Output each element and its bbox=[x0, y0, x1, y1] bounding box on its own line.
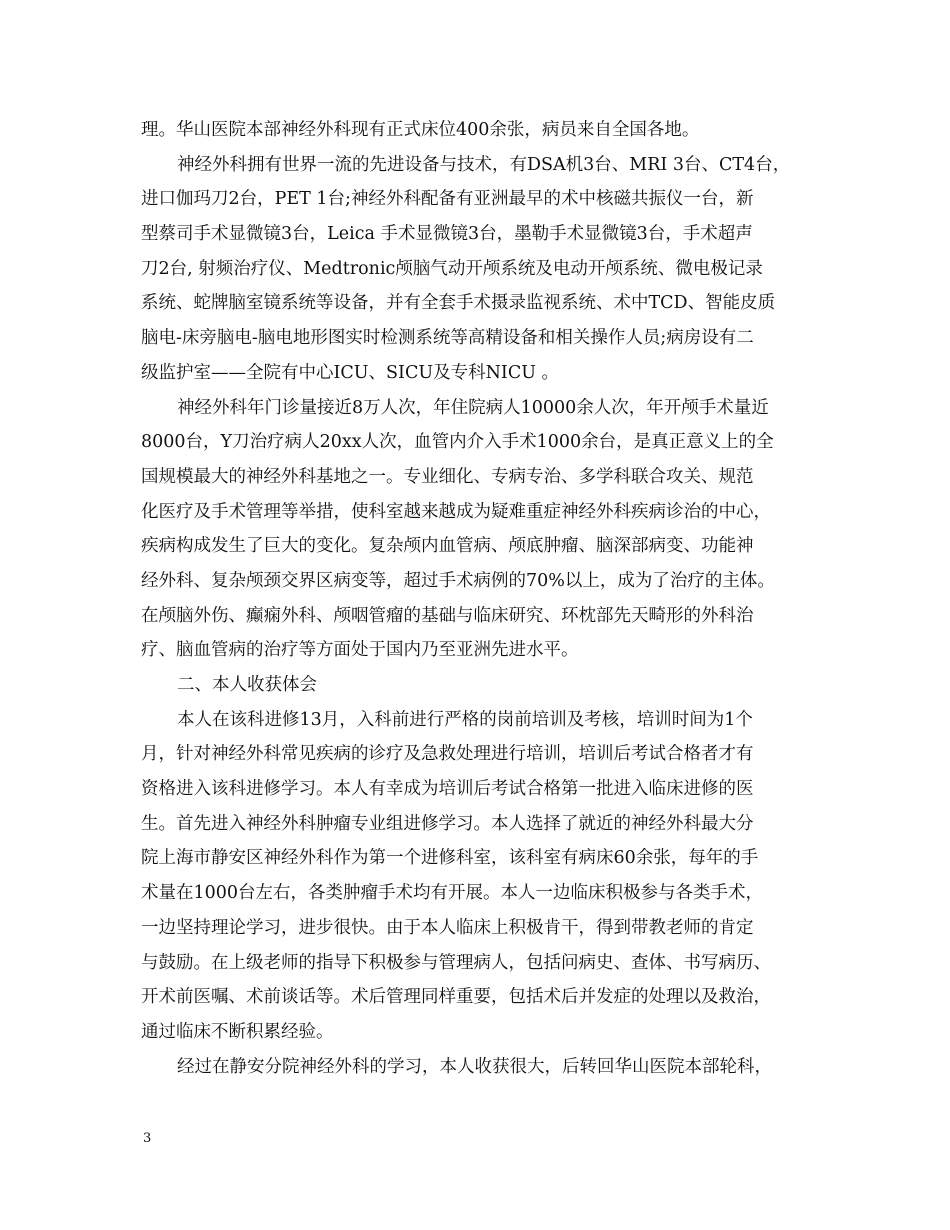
paragraph-transfer bbox=[141, 1050, 817, 1085]
text-line: 资格进入该科进修学习。本人有幸成为培训后考试合格第一批进入临床进修的医 bbox=[141, 779, 754, 800]
text-line: 化医疗及手术管理等举措，使科室越来越成为疑难重症神经外科疾病诊治的中心， bbox=[141, 501, 771, 522]
text-line: 疗、脑血管病的治疗等方面处于国内乃至亚洲先进水平。 bbox=[141, 640, 579, 661]
text-line: 国规模最大的神经外科基地之一。专业细化、专病专治、多学科联合攻关、规范 bbox=[141, 466, 754, 487]
text-line: 8000台，Y刀治疗病人20xx人次，血管内介入手术1000余台，是真正意义上的全 bbox=[141, 432, 774, 453]
page-number: 3 bbox=[143, 1131, 152, 1146]
text-line: 刀2台, 射频治疗仪、Medtronic颅脑气动开颅系统及电动开颅系统、微电极记录 bbox=[141, 258, 763, 279]
text-line: 通过临床不断积累经验。 bbox=[141, 1021, 334, 1042]
text-line: 在颅脑外伤、癫痫外科、颅咽管瘤的基础与临床研究、环枕部先天畸形的外科治 bbox=[141, 605, 754, 626]
text-line: 疾病构成发生了巨大的变化。复杂颅内血管病、颅底肿瘤、脑深部病变、功能神 bbox=[141, 536, 754, 557]
text-line: 开术前医嘱、术前谈话等。术后管理同样重要，包括术后并发症的处理以及救治， bbox=[141, 987, 771, 1008]
text-line: 一边坚持理论学习，进步很快。由于本人临床上积极肯干，得到带教老师的肯定 bbox=[141, 917, 754, 938]
text-line: 术量在1000台左右，各类肿瘤手术均有开展。本人一边临床积极参与各类手术， bbox=[141, 883, 764, 904]
paragraph-volume bbox=[141, 391, 817, 669]
section-heading bbox=[141, 668, 817, 703]
document-body bbox=[141, 113, 817, 1084]
paragraph-equipment bbox=[141, 148, 817, 391]
paragraph-intro-tail bbox=[141, 113, 817, 148]
text-line: 月，针对神经外科常见疾病的诊疗及急救处理进行培训，培训后考试合格者才有 bbox=[141, 744, 754, 765]
text-line: 级监护室——全院有中心ICU、SICU及专科NICU 。 bbox=[141, 362, 560, 383]
text-line: 进口伽玛刀2台，PET 1台;神经外科配备有亚洲最早的术中核磁共振仪一台，新 bbox=[141, 189, 754, 210]
text-line: 神经外科年门诊量接近8万人次，年住院病人10000余人次，年开颅手术量近 bbox=[177, 397, 769, 418]
text-line: 院上海市静安区神经外科作为第一个进修科室，该科室有病床60余张，每年的手 bbox=[141, 848, 759, 869]
section-heading-text: 二、本人收获体会 bbox=[177, 675, 317, 695]
text-line: 经外科、复杂颅颈交界区病变等，超过手术病例的70%以上，成为了治疗的主体。 bbox=[141, 570, 775, 591]
text-line: 理。华山医院本部神经外科现有正式床位400余张，病员来自全国各地。 bbox=[141, 120, 700, 140]
text-line: 脑电-床旁脑电-脑电地形图实时检测系统等高精设备和相关操作人员;病房设有二 bbox=[141, 328, 754, 349]
text-line: 系统、蛇牌脑室镜系统等设备，并有全套手术摄录监视系统、术中TCD、智能皮质 bbox=[141, 293, 776, 314]
text-line: 生。首先进入神经外科肿瘤专业组进修学习。本人选择了就近的神经外科最大分 bbox=[141, 813, 754, 834]
text-line: 神经外科拥有世界一流的先进设备与技术，有DSA机3台、MRI 3台、CT4台， bbox=[177, 154, 791, 175]
text-line: 本人在该科进修13月，入科前进行严格的岗前培训及考核，培训时间为1个 bbox=[177, 709, 753, 730]
paragraph-experience bbox=[141, 703, 817, 1050]
text-line: 经过在静安分院神经外科的学习，本人收获很大，后转回华山医院本部轮科， bbox=[177, 1056, 772, 1077]
text-line: 与鼓励。在上级老师的指导下积极参与管理病人，包括问病史、查体、书写病历、 bbox=[141, 952, 771, 973]
text-line: 型蔡司手术显微镜3台，Leica 手术显微镜3台，墨勒手术显微镜3台，手术超声 bbox=[141, 224, 753, 245]
